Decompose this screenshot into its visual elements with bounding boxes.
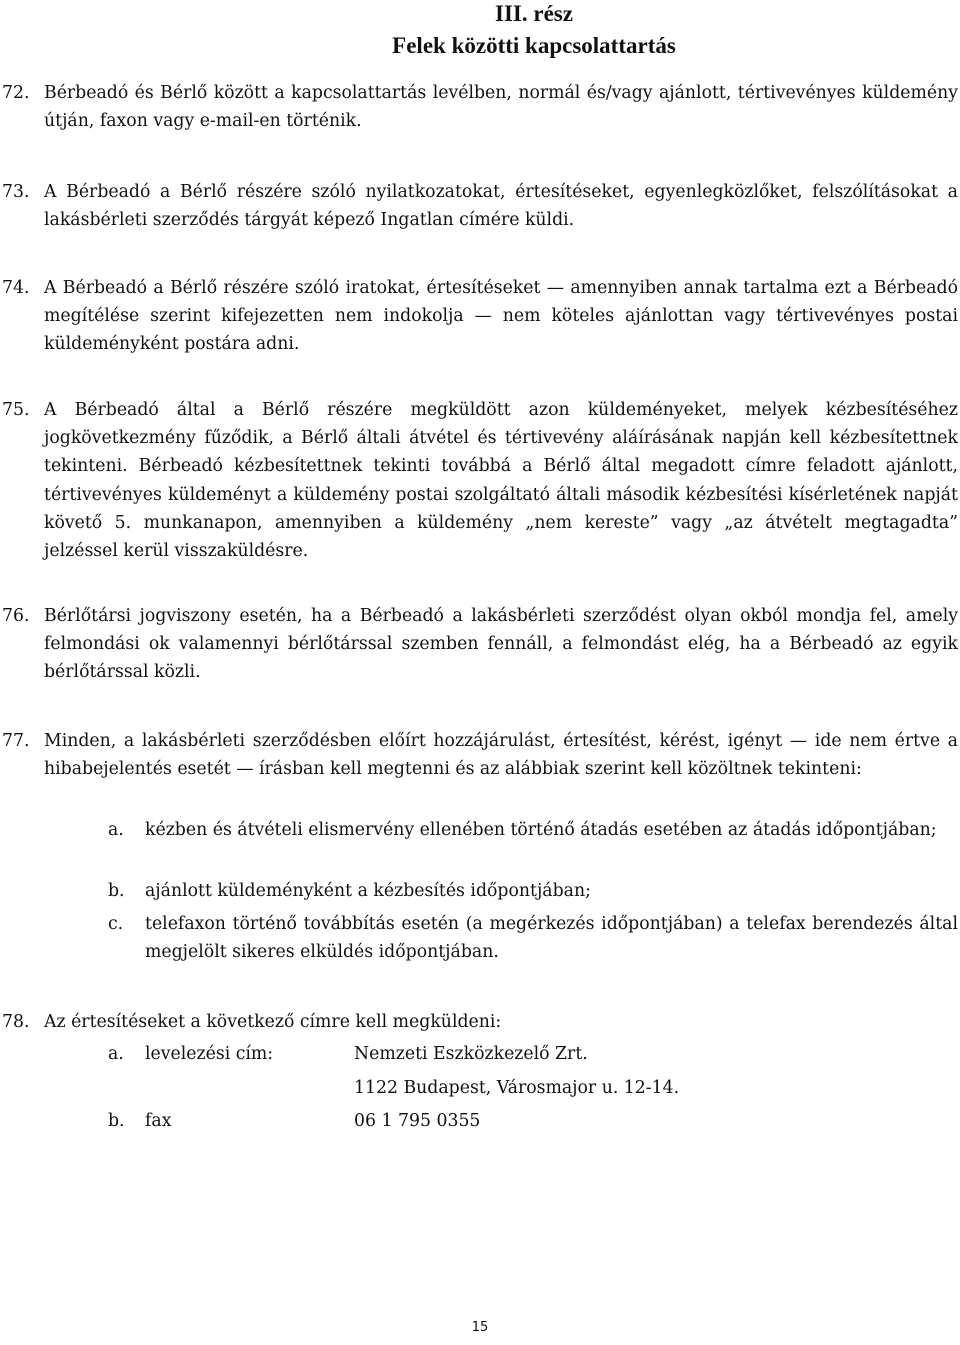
paragraph-number: 76.	[2, 606, 30, 626]
address-label: levelezési cím:	[145, 1044, 274, 1064]
paragraph-text: Minden, a lakásbérleti szerződésben előírt hozzájárulást, értesítést, kérést, igényt — ide nem értve a hibabejelentés esetét — írásban kell megtenni és az alábbiak szerint kell közöltnek tekinteni:	[44, 731, 958, 780]
list-item	[108, 877, 958, 905]
section-title: Felek közötti kapcsolattartás	[392, 33, 676, 58]
paragraph-text: A Bérbeadó a Bérlő részére szóló nyilatkozatokat, értesítéseket, egyenlegközlőket, felszólításokat a lakásbérleti szerződés tárgyát képező Ingatlan címére küldi.	[44, 182, 958, 231]
address-line-2: 1122 Budapest, Városmajor u. 12-14.	[354, 1078, 680, 1098]
list-item	[108, 816, 958, 844]
paragraph-77	[2, 727, 958, 783]
paragraph-72	[2, 79, 958, 135]
list-item-text: kézben és átvételi elismervény ellenében történő átadás esetében az átadás időpontjában;	[145, 820, 937, 840]
fax-label: fax	[145, 1111, 172, 1131]
fax-number: 06 1 795 0355	[354, 1111, 481, 1131]
list-item-text: ajánlott küldeményként a kézbesítés időpontjában;	[145, 881, 591, 901]
paragraph-number: 73.	[2, 182, 30, 202]
paragraph-73	[2, 178, 958, 234]
list-item-letter: a.	[108, 820, 124, 840]
address-letter: a.	[108, 1044, 124, 1064]
paragraph-74	[2, 274, 958, 359]
paragraph-text: Az értesítéseket a következő címre kell megküldeni:	[44, 1012, 502, 1032]
part-heading: III. rész	[495, 1, 573, 26]
paragraph-text: Bérbeadó és Bérlő között a kapcsolattartás levélben, normál és/vagy ajánlott, tértivevényes küldemény útján, faxon vagy e-mail-en történik.	[44, 83, 958, 132]
paragraph-75	[2, 396, 958, 565]
paragraph-number: 77.	[2, 731, 30, 751]
paragraph-number: 75.	[2, 400, 30, 420]
paragraph-text: Bérlőtársi jogviszony esetén, ha a Bérbeadó a lakásbérleti szerződést olyan okból mondja fel, amely felmondási ok valamennyi bérlőtárssal szemben fennáll, a felmondást elég, ha a Bérbeadó az egyik bérlőtárssal közli.	[44, 606, 958, 683]
paragraph-number: 74.	[2, 278, 30, 298]
address-line-1: Nemzeti Eszközkezelő Zrt.	[354, 1044, 588, 1064]
list-item-text: telefaxon történő továbbítás esetén (a megérkezés időpontjában) a telefax berendezés által megjelölt sikeres elküldés időpontjában.	[145, 914, 958, 963]
paragraph-text: A Bérbeadó a Bérlő részére szóló iratokat, értesítéseket — amennyiben annak tartalma ezt a Bérbeadó megítélése szerint kifejezetten nem indokolja — nem köteles ajánlottan vagy tértivevényes postai küldeményként postára adni.	[44, 278, 958, 355]
list-item	[108, 910, 958, 966]
paragraph-text: A Bérbeadó által a Bérlő részére megküldött azon küldeményeket, melyek kézbesítéséhez jogkövetkezmény fűződik, a Bérlő általi átvétel és tértivevény aláírásának napján kell kézbesítettnek tekinteni. Bérbeadó kézbesítettnek tekinti továbbá a Bérlő által megadott címre feladott ajánlott, tértivevényes küldeményt a küldemény postai szolgáltató általi második kézbesítési kísérletének napját követő 5. munkanapon, amennyiben a küldemény „nem kereste” vagy „az átvételt megtagadta” jelzéssel kerül visszaküldésre.	[44, 400, 958, 562]
list-item-letter: b.	[108, 881, 125, 901]
paragraph-78	[2, 1008, 958, 1036]
paragraph-number: 78.	[2, 1012, 30, 1032]
list-item-letter: c.	[108, 914, 124, 934]
paragraph-number: 72.	[2, 83, 30, 103]
fax-letter: b.	[108, 1111, 125, 1131]
page-number: 15	[471, 1320, 489, 1335]
paragraph-76	[2, 602, 958, 687]
